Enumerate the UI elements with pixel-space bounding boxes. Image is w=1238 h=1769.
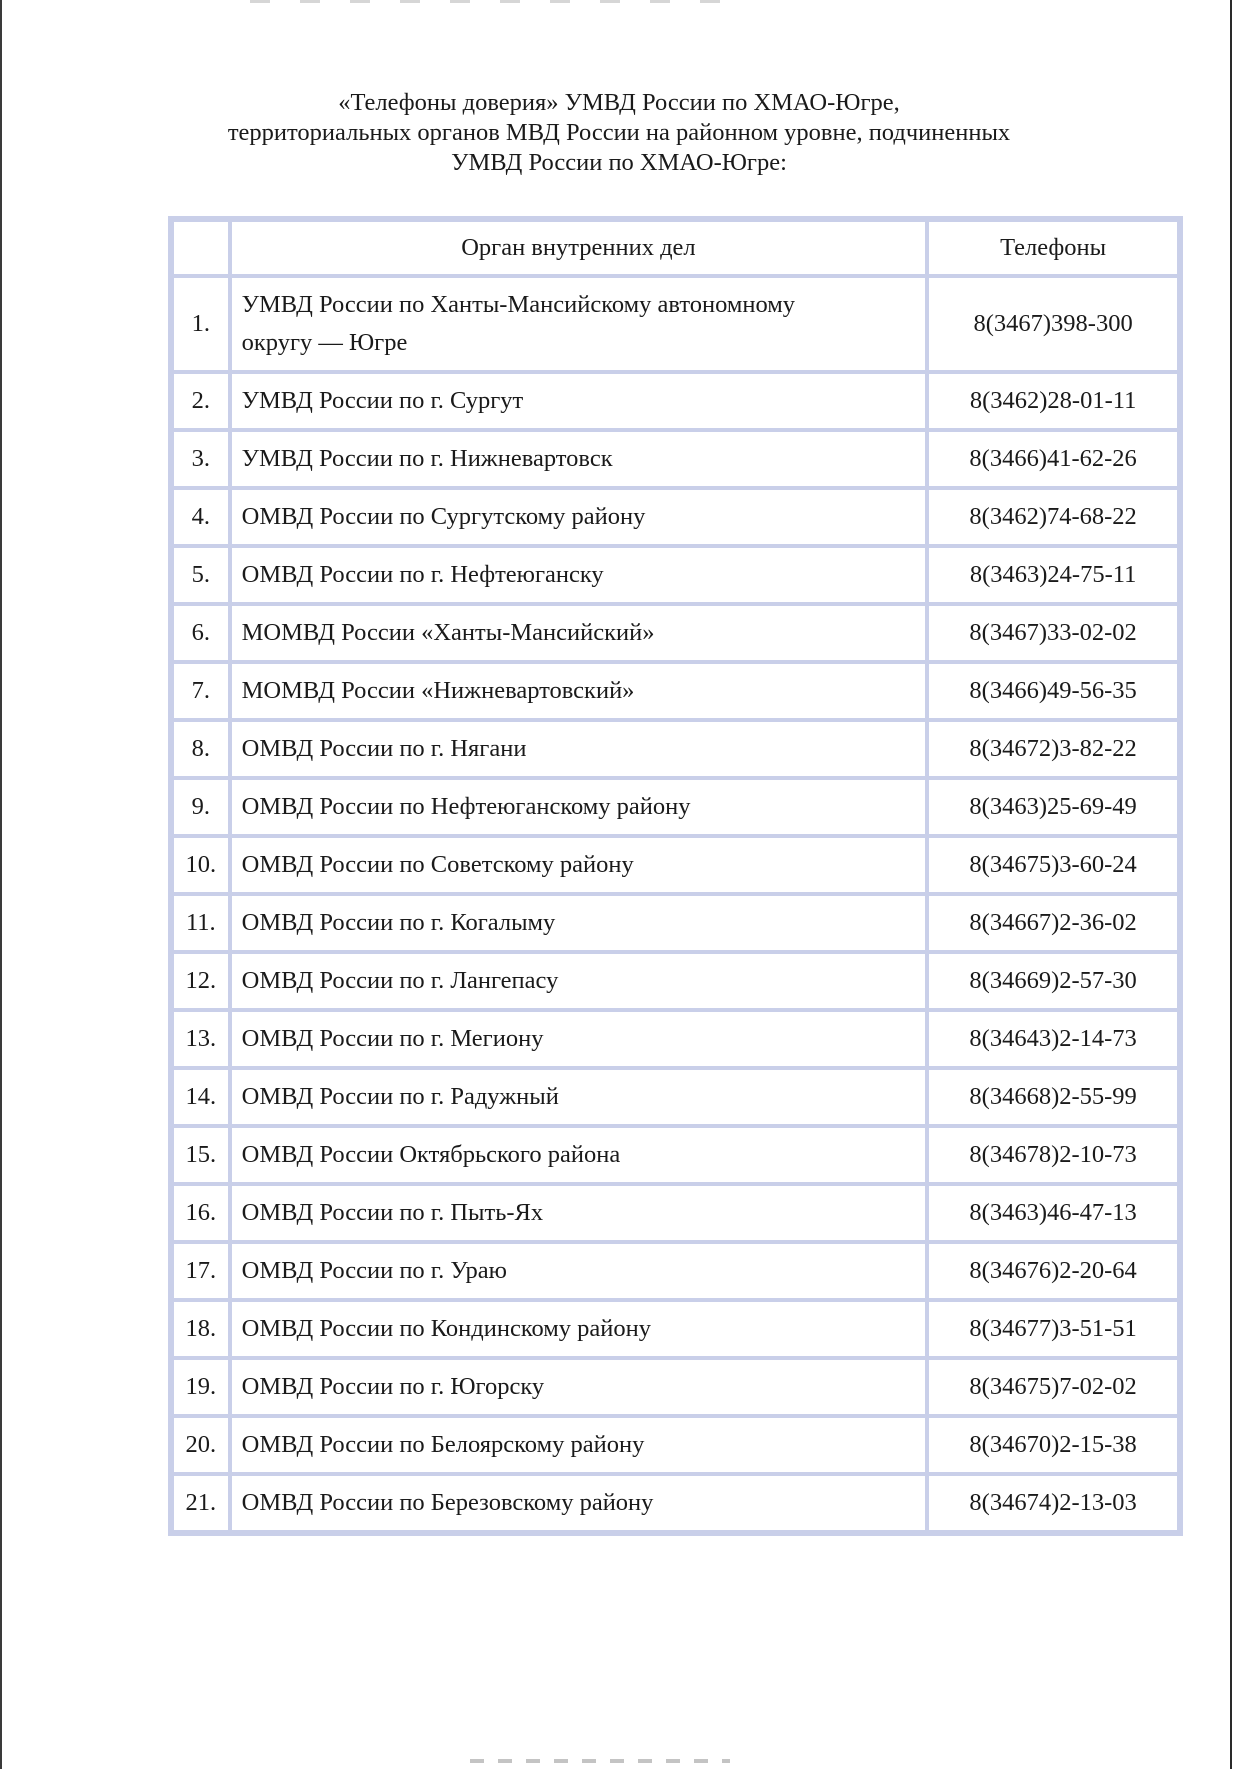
organ-name: ОМВД России по г. Пыть-Ях bbox=[230, 1184, 928, 1242]
organ-name: ОМВД России по г. Лангепасу bbox=[230, 952, 928, 1010]
phone-number: 8(3462)28-01-11 bbox=[927, 372, 1180, 430]
organ-name: ОМВД России по Сургутскому району bbox=[230, 488, 928, 546]
phone-number: 8(3463)46-47-13 bbox=[927, 1184, 1180, 1242]
organ-name: ОМВД России по г. Ураю bbox=[230, 1242, 928, 1300]
organ-name-line-1: УМВД России по Ханты-Мансийскому автономному bbox=[241, 291, 796, 318]
organ-name: МОМВД России «Нижневартовский» bbox=[230, 662, 928, 720]
table-row bbox=[171, 952, 1180, 1010]
row-number: 7. bbox=[171, 662, 230, 720]
phone-number: 8(34675)7-02-02 bbox=[927, 1358, 1180, 1416]
phone-number: 8(3467)398-300 bbox=[927, 276, 1180, 372]
organ-name: ОМВД России по Белоярскому району bbox=[230, 1416, 928, 1474]
row-number: 5. bbox=[171, 546, 230, 604]
title-line-1: «Телефоны доверия» УМВД России по ХМАО-Югре, bbox=[338, 89, 900, 116]
phone-number: 8(3462)74-68-22 bbox=[927, 488, 1180, 546]
document-title bbox=[0, 88, 1238, 178]
row-number: 12. bbox=[171, 952, 230, 1010]
table-row bbox=[171, 720, 1180, 778]
table-row bbox=[171, 1416, 1180, 1474]
row-number: 17. bbox=[171, 1242, 230, 1300]
table-row bbox=[171, 778, 1180, 836]
organ-name: ОМВД России по Кондинскому району bbox=[230, 1300, 928, 1358]
organ-name: УМВД России по г. Нижневартовск bbox=[230, 430, 928, 488]
phone-number: 8(34670)2-15-38 bbox=[927, 1416, 1180, 1474]
phone-number: 8(34667)2-36-02 bbox=[927, 894, 1180, 952]
table-row bbox=[171, 662, 1180, 720]
table-row bbox=[171, 894, 1180, 952]
table-row bbox=[171, 604, 1180, 662]
row-number: 4. bbox=[171, 488, 230, 546]
table-row bbox=[171, 1474, 1180, 1533]
organ-name bbox=[230, 276, 928, 372]
phone-number: 8(34643)2-14-73 bbox=[927, 1010, 1180, 1068]
phone-number: 8(3466)41-62-26 bbox=[927, 430, 1180, 488]
organ-name: ОМВД России по г. Югорску bbox=[230, 1358, 928, 1416]
scan-marks-bottom bbox=[470, 1759, 730, 1763]
scan-marks-top bbox=[250, 0, 720, 3]
phone-number: 8(3466)49-56-35 bbox=[927, 662, 1180, 720]
title-line-3: УМВД России по ХМАО-Югре: bbox=[451, 149, 787, 176]
organ-name: ОМВД России по г. Нягани bbox=[230, 720, 928, 778]
header-number bbox=[171, 219, 230, 276]
phone-number: 8(34675)3-60-24 bbox=[927, 836, 1180, 894]
organ-name: ОМВД России по Березовскому району bbox=[230, 1474, 928, 1533]
row-number: 20. bbox=[171, 1416, 230, 1474]
title-line-2: территориальных органов МВД России на районном уровне, подчиненных bbox=[227, 119, 1011, 146]
table-row bbox=[171, 372, 1180, 430]
row-number: 21. bbox=[171, 1474, 230, 1533]
table-row bbox=[171, 546, 1180, 604]
organ-name: ОМВД России по г. Радужный bbox=[230, 1068, 928, 1126]
table-row bbox=[171, 488, 1180, 546]
phone-number: 8(3467)33-02-02 bbox=[927, 604, 1180, 662]
row-number: 15. bbox=[171, 1126, 230, 1184]
header-phones: Телефоны bbox=[927, 219, 1180, 276]
table-row bbox=[171, 1242, 1180, 1300]
row-number: 6. bbox=[171, 604, 230, 662]
page-edge-left bbox=[0, 0, 2, 1769]
row-number: 13. bbox=[171, 1010, 230, 1068]
organ-name: ОМВД России Октябрьского района bbox=[230, 1126, 928, 1184]
phone-number: 8(34677)3-51-51 bbox=[927, 1300, 1180, 1358]
row-number: 1. bbox=[171, 276, 230, 372]
phone-number: 8(34674)2-13-03 bbox=[927, 1474, 1180, 1533]
row-number: 2. bbox=[171, 372, 230, 430]
hotline-table bbox=[168, 216, 1183, 1536]
table-row bbox=[171, 1300, 1180, 1358]
phone-number: 8(34668)2-55-99 bbox=[927, 1068, 1180, 1126]
table-row bbox=[171, 1068, 1180, 1126]
organ-name: УМВД России по г. Сургут bbox=[230, 372, 928, 430]
table-row bbox=[171, 1126, 1180, 1184]
row-number: 14. bbox=[171, 1068, 230, 1126]
table-row bbox=[171, 1358, 1180, 1416]
table-row bbox=[171, 836, 1180, 894]
page-edge-right bbox=[1230, 0, 1232, 1769]
row-number: 3. bbox=[171, 430, 230, 488]
row-number: 11. bbox=[171, 894, 230, 952]
organ-name: ОМВД России по г. Нефтеюганску bbox=[230, 546, 928, 604]
table-header-row bbox=[171, 219, 1180, 276]
table-row bbox=[171, 1010, 1180, 1068]
organ-name: ОМВД России по Нефтеюганскому району bbox=[230, 778, 928, 836]
phone-number: 8(34669)2-57-30 bbox=[927, 952, 1180, 1010]
phone-number: 8(34676)2-20-64 bbox=[927, 1242, 1180, 1300]
header-organ: Орган внутренних дел bbox=[230, 219, 928, 276]
table-row bbox=[171, 1184, 1180, 1242]
phone-number: 8(3463)24-75-11 bbox=[927, 546, 1180, 604]
organ-name: ОМВД России по Советскому району bbox=[230, 836, 928, 894]
table-row bbox=[171, 430, 1180, 488]
row-number: 8. bbox=[171, 720, 230, 778]
phone-number: 8(3463)25-69-49 bbox=[927, 778, 1180, 836]
row-number: 18. bbox=[171, 1300, 230, 1358]
row-number: 16. bbox=[171, 1184, 230, 1242]
table-row bbox=[171, 276, 1180, 372]
row-number: 10. bbox=[171, 836, 230, 894]
row-number: 9. bbox=[171, 778, 230, 836]
row-number: 19. bbox=[171, 1358, 230, 1416]
organ-name: ОМВД России по г. Когалыму bbox=[230, 894, 928, 952]
organ-name: МОМВД России «Ханты-Мансийский» bbox=[230, 604, 928, 662]
phone-number: 8(34672)3-82-22 bbox=[927, 720, 1180, 778]
phone-number: 8(34678)2-10-73 bbox=[927, 1126, 1180, 1184]
organ-name-line-2: округу — Югре bbox=[241, 329, 408, 356]
organ-name: ОМВД России по г. Мегиону bbox=[230, 1010, 928, 1068]
